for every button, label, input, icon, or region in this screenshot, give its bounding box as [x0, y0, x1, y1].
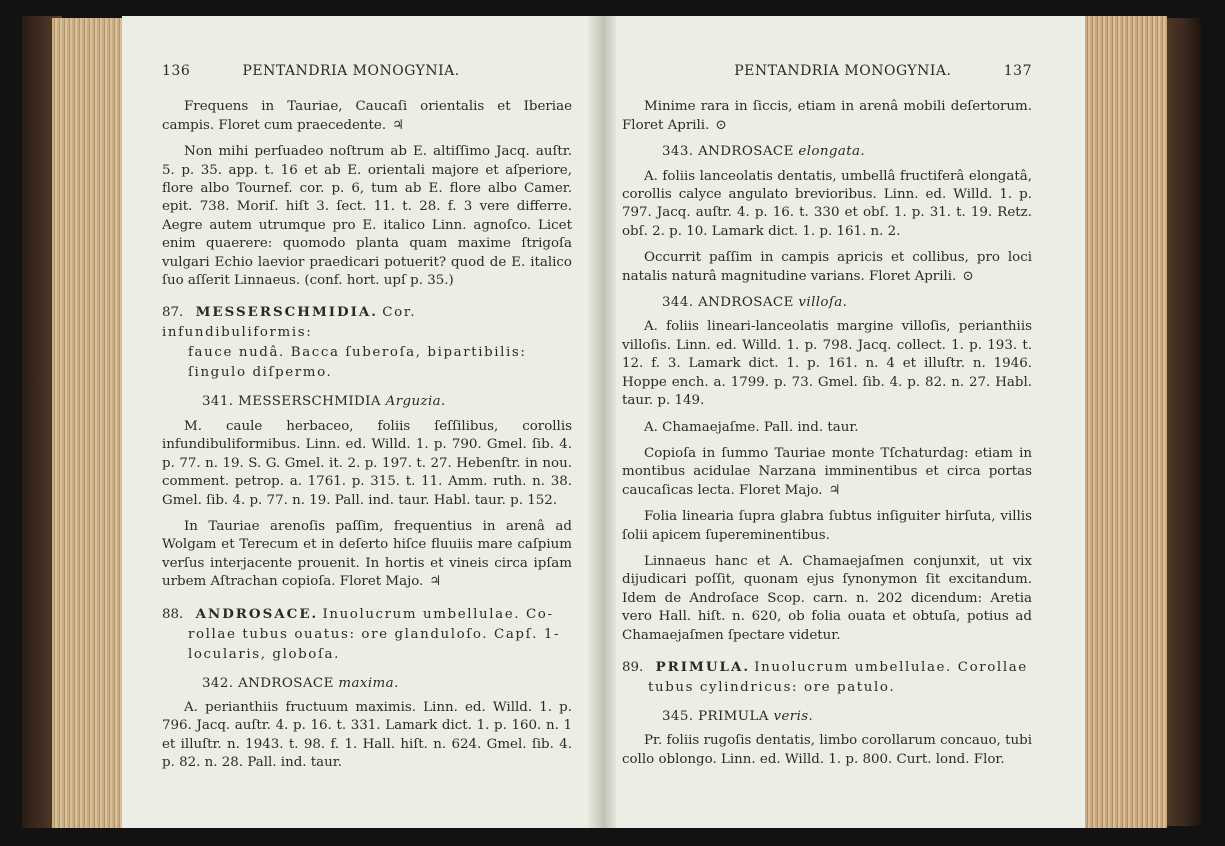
perennial-symbol-icon: ♃ [828, 482, 841, 498]
species-heading: 342. ANDROSACE maxima. [202, 675, 399, 691]
paragraph: In Tauriae arenoſis paſſim, frequentius in arenâ ad Wolgam et Terecum et in deſerto hiſce fluuiis mare caſpium verſus interjacente prouenit. In hortis et vineis circa ipſam urbem Aſtrachan copioſa. Floret Majo. ♃ [162, 518, 572, 590]
genus-heading: 88. ANDROSACE. Inuolucrum umbellulae. Co- rollae tubus ouatus: ore glanduloſo. Capſ. 1-locularis, globoſa. [162, 605, 561, 662]
right-page-edges [1085, 16, 1167, 828]
genus-heading: 89. PRIMULA. Inuolucrum umbellulae. Corollae tubus cylindricus: ore patulo. [622, 658, 1028, 695]
paragraph: A. perianthiis fructuum maximis. Linn. ed. Willd. 1. p. 796. Jacq. auſtr. 4. p. 16. t. 331. Lamark dict. 1. p. 160. n. 1 et illuſtr. n. 1943. t. 98. f. 1. Hall. hiſt. n. 624. Gmel. ſib. 4. p. 82. n. 28. Pall. ind. taur. [162, 699, 572, 771]
annual-symbol-icon: ⊙ [715, 117, 727, 133]
running-head: PENTANDRIA MONOGYNIA. [734, 63, 952, 79]
paragraph: Copioſa in ſummo Tauriae monte Tſchaturdag: etiam in montibus acidulae Narzana imminentibus et circa portas caucaſicas lecta. Floret Majo. ♃ [622, 445, 1032, 498]
left-page-edges [52, 18, 124, 828]
page-number: 137 [1003, 63, 1032, 79]
species-heading: 345. PRIMULA veris. [662, 708, 814, 724]
left-page-text [162, 62, 572, 781]
paragraph: Occurrit paſſim in campis apricis et collibus, pro loci natalis naturâ magnitudine varians. Floret Aprili. ⊙ [622, 250, 1032, 284]
left-running-header [162, 62, 572, 80]
genus-heading: 87. MESSERSCHMIDIA. Cor. infundibuliformis: fauce nudâ. Bacca ſuberoſa, bipartibilis: ſingulo diſpermo. [162, 304, 527, 381]
species-heading: 344. ANDROSACE villoſa. [662, 295, 848, 311]
paragraph: Frequens in Tauriae, Caucaſi orientalis et Iberiae campis. Floret cum praecedente. ♃ [162, 99, 572, 133]
genus-name: MESSERSCHMIDIA. [195, 304, 378, 321]
paragraph: A. foliis lineari-lanceolatis margine villoſis, perianthiis villoſis. Linn. ed. Willd. 1. p. 798. Jacq. collect. 1. p. 193. t. 12. f. 3. Lamark dict. 1. p. 161. n. 4 et illuſtr. n. 1946. Hoppe ench. a. 1799. p. 73. Gmel. ſib. 4. p. 82. n. 27. Habl. taur. p. 149. [622, 319, 1032, 409]
running-head: PENTANDRIA MONOGYNIA. [242, 63, 460, 79]
perennial-symbol-icon: ♃ [392, 117, 405, 133]
paragraph: Folia linearia ſupra glabra ſubtus inſiguiter hirſuta, villis ſolii apicem ſupereminentibus. [622, 509, 1032, 543]
species-heading: 343. ANDROSACE elongata. [662, 144, 866, 160]
paragraph: Linnaeus hanc et A. Chamaejaſmen conjunxit, ut vix dijudicari poſſit, quonam ejus ſynonymon ſit excitandum. Idem de Androſace Scop. carn. n. 202 dicendum: Aretia vero Hall. hiſt. n. 620, ob folia ouata et obtuſa, potius ad Chamaejaſmen ſpectare videtur. [622, 553, 1032, 643]
annual-symbol-icon: ⊙ [962, 268, 974, 284]
paragraph: A. foliis lanceolatis dentatis, umbellâ fructiferâ elongatâ, corollis calyce angulato brevioribus. Linn. ed. Willd. 1. p. 797. Jacq. auſtr. 4. p. 16. t. 330 et obſ. 1. p. 31. t. 19. Retz. obſ. 2. p. 10. Lamark dict. 1. p. 161. n. 2. [622, 168, 1032, 239]
paragraph: Minime rara in ſiccis, etiam in arenâ mobili deſertorum. Floret Aprili. ⊙ [622, 99, 1032, 133]
page-number: 136 [162, 63, 191, 79]
genus-name: ANDROSACE. [195, 605, 319, 622]
right-running-header [622, 62, 1032, 80]
book-gutter [588, 16, 616, 828]
paragraph: A. Chamaejaſme. Pall. ind. taur. [644, 419, 859, 435]
genus-name: PRIMULA. [655, 658, 750, 675]
perennial-symbol-icon: ♃ [429, 574, 442, 590]
paragraph: Non mihi perſuadeo noſtrum ab E. altiſſimo Jacq. auſtr. 5. p. 35. app. t. 16 et ab E. orientali majore et aſperiore, flore albo Tournef. cor. p. 6, tum ab E. flore albo Camer. epit. 738. Moriſ. hiſt 3. ſect. 11. t. 28. f. 3 vere differre. Aegre autem utrumque pro E. italico Linn. agnoſco. Licet enim quaerere: quomodo planta quam maxime ſtrigoſa vulgari Echio laevior praedicari potuerit? quod de E. italico ſuo aſſerit Linnaeus. (conf. hort. upſ p. 35.) [162, 144, 572, 289]
right-page-text [622, 62, 1032, 777]
paragraph: M. caule herbaceo, foliis ſeſſilibus, corollis infundibuliformibus. Linn. ed. Willd. 1. p. 790. Gmel. ſib. 4. p. 77. n. 19. S. G. Gmel. it. 2. p. 197. t. 27. Hebenſtr. in nou. comment. petrop. a. 1761. p. 315. t. 11. Amm. ruth. n. 38. Gmel. ſib. 4. p. 77. n. 19. Pall. ind. taur. Habl. taur. p. 152. [162, 418, 572, 508]
paragraph: Pr. foliis rugoſis dentatis, limbo corollarum concauo, tubi collo oblongo. Linn. ed. Willd. 1. p. 800. Curt. lond. Flor. [622, 733, 1032, 767]
species-heading: 341. MESSERSCHMIDIA Arguzia. [202, 394, 446, 410]
